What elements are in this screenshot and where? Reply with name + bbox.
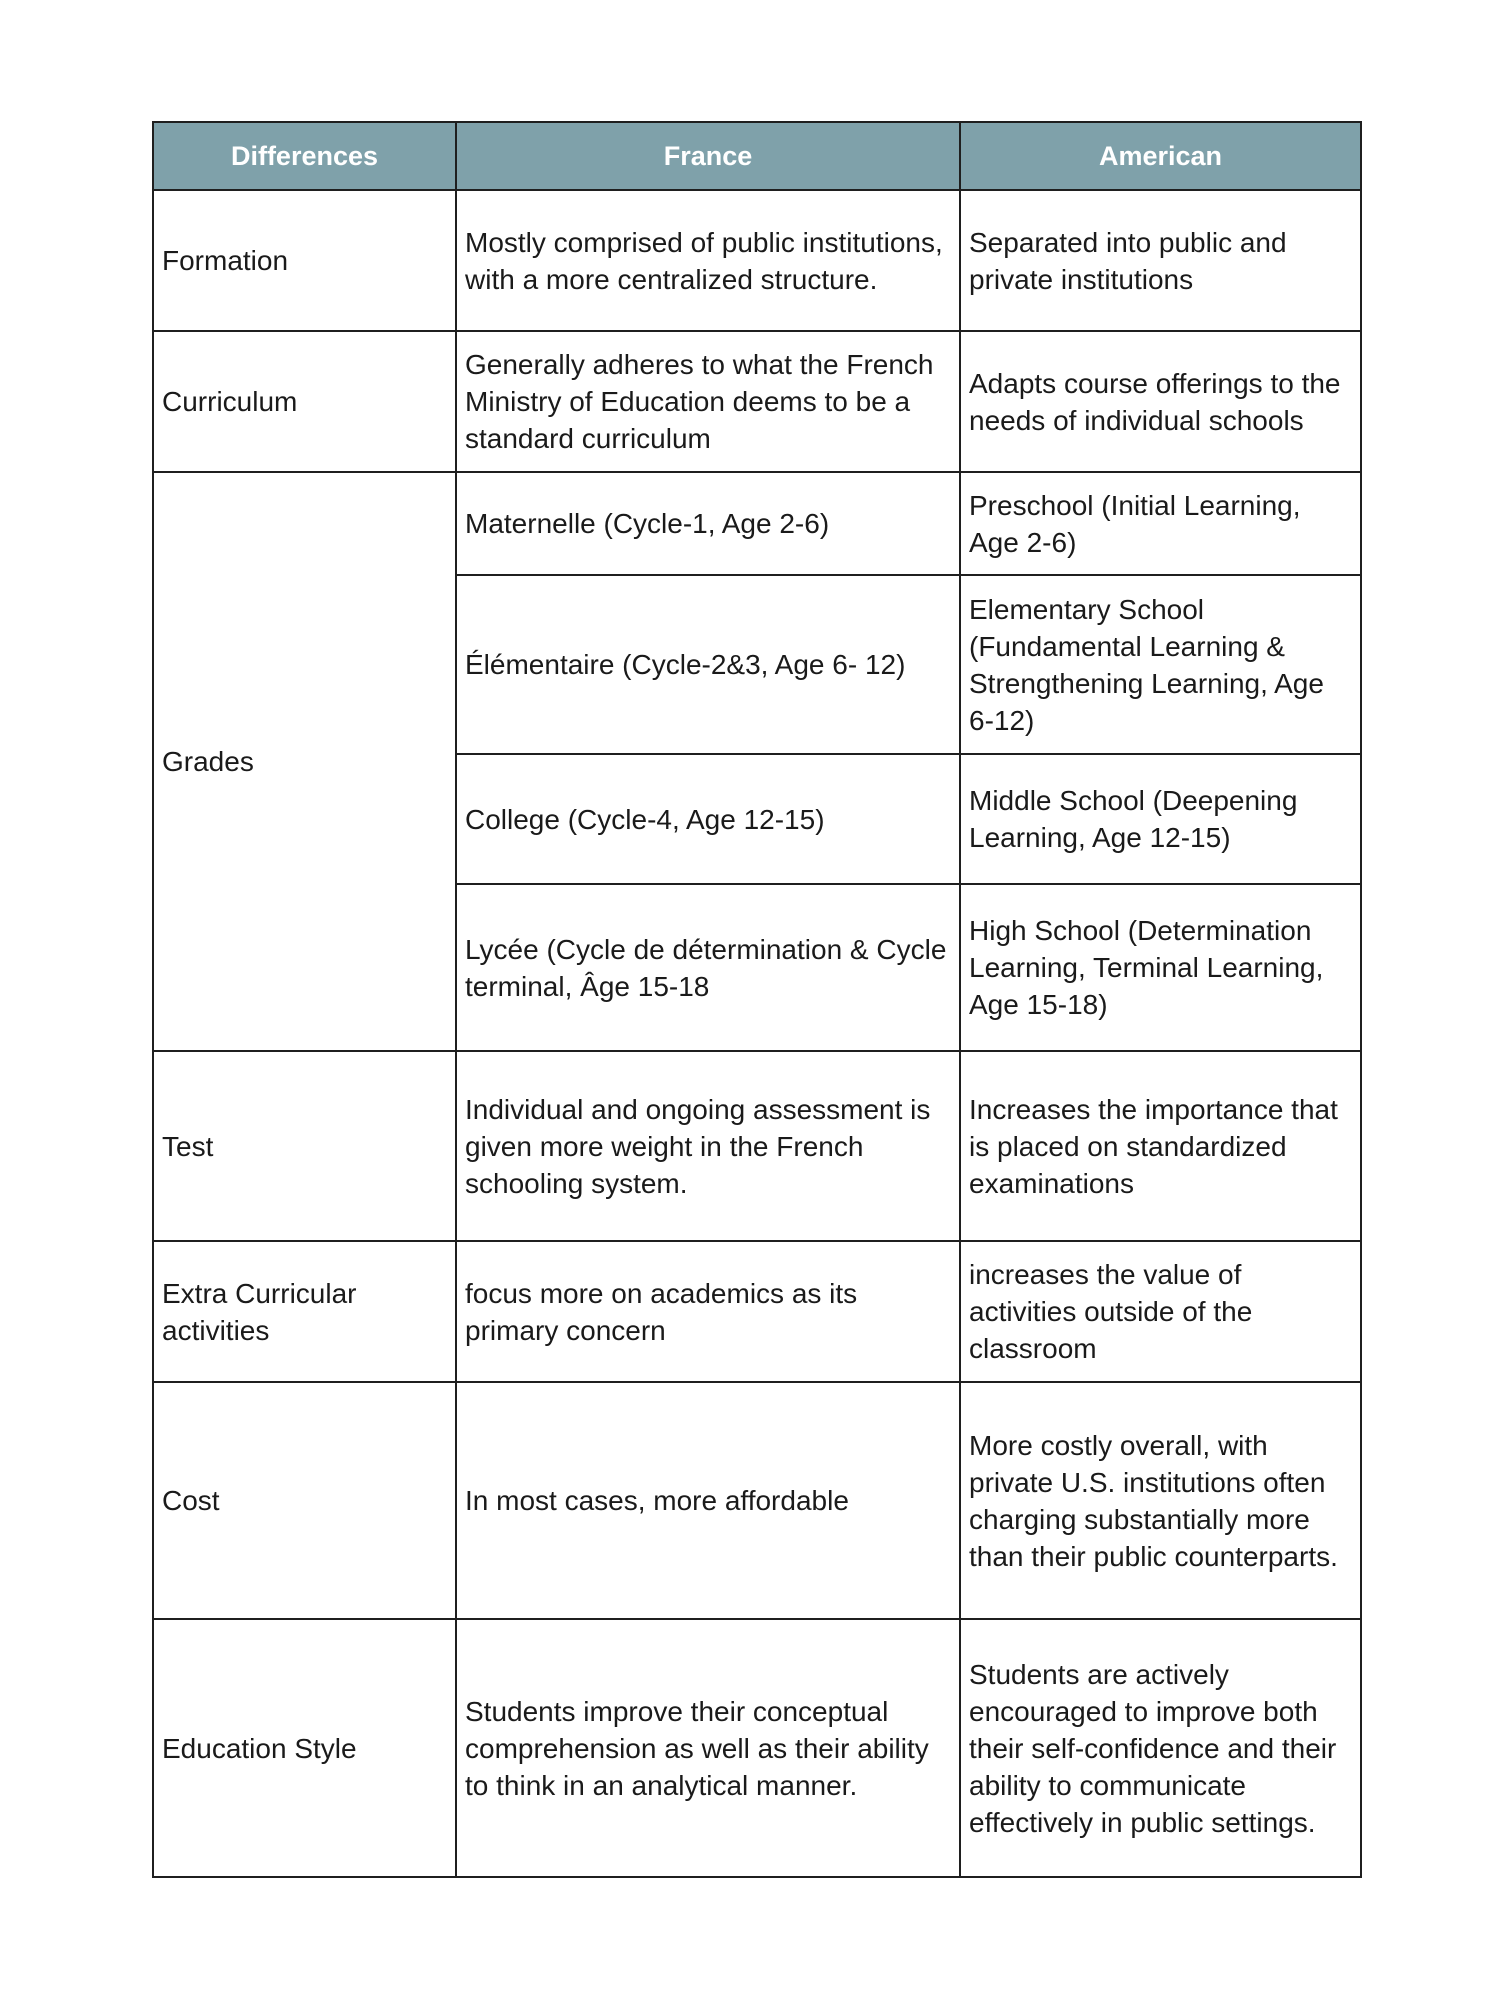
comparison-table <box>152 121 1362 1878</box>
cell-american-test: Increases the importance that is placed on standardized examinations <box>960 1051 1361 1241</box>
table-row-extracurricular <box>153 1241 1361 1382</box>
header-row <box>153 122 1361 190</box>
cell-france-formation: Mostly comprised of public institutions, with a more centralized structure. <box>456 190 960 331</box>
table-row-curriculum <box>153 331 1361 472</box>
cell-france-test: Individual and ongoing assessment is given more weight in the French schooling system. <box>456 1051 960 1241</box>
row-label-education-style: Education Style <box>153 1619 456 1877</box>
cell-france-grade-maternelle: Maternelle (Cycle-1, Age 2-6) <box>456 472 960 575</box>
cell-american-grade-preschool: Preschool (Initial Learning, Age 2-6) <box>960 472 1361 575</box>
table-row-cost <box>153 1382 1361 1619</box>
cell-american-formation: Separated into public and private institutions <box>960 190 1361 331</box>
cell-american-grade-high: High School (Determination Learning, Terminal Learning, Age 15-18) <box>960 884 1361 1051</box>
cell-france-grade-elementaire: Élémentaire (Cycle-2&3, Age 6- 12) <box>456 575 960 754</box>
table-row-education-style <box>153 1619 1361 1877</box>
row-label-curriculum: Curriculum <box>153 331 456 472</box>
cell-american-grade-elementary: Elementary School (Fundamental Learning & Strengthening Learning, Age 6-12) <box>960 575 1361 754</box>
cell-france-extracurricular: focus more on academics as its primary concern <box>456 1241 960 1382</box>
row-label-grades: Grades <box>153 472 456 1051</box>
cell-france-grade-lycee: Lycée (Cycle de détermination & Cycle terminal, Âge 15-18 <box>456 884 960 1051</box>
row-label-extracurricular: Extra Curricular activities <box>153 1241 456 1382</box>
table-row-test <box>153 1051 1361 1241</box>
row-label-formation: Formation <box>153 190 456 331</box>
table-row-grades-preschool <box>153 472 1361 575</box>
cell-france-cost: In most cases, more affordable <box>456 1382 960 1619</box>
cell-american-cost: More costly overall, with private U.S. institutions often charging substantially more than their public counterparts. <box>960 1382 1361 1619</box>
cell-france-curriculum: Generally adheres to what the French Ministry of Education deems to be a standard curriculum <box>456 331 960 472</box>
header-differences: Differences <box>153 122 456 190</box>
cell-american-grade-middle: Middle School (Deepening Learning, Age 12-15) <box>960 754 1361 884</box>
cell-france-grade-college: College (Cycle-4, Age 12-15) <box>456 754 960 884</box>
cell-france-education-style: Students improve their conceptual comprehension as well as their ability to think in an analytical manner. <box>456 1619 960 1877</box>
row-label-cost: Cost <box>153 1382 456 1619</box>
table-row-formation <box>153 190 1361 331</box>
cell-american-curriculum: Adapts course offerings to the needs of individual schools <box>960 331 1361 472</box>
row-label-test: Test <box>153 1051 456 1241</box>
cell-american-extracurricular: increases the value of activities outside of the classroom <box>960 1241 1361 1382</box>
cell-american-education-style: Students are actively encouraged to improve both their self-confidence and their ability to communicate effectively in public settings. <box>960 1619 1361 1877</box>
header-france: France <box>456 122 960 190</box>
header-american: American <box>960 122 1361 190</box>
